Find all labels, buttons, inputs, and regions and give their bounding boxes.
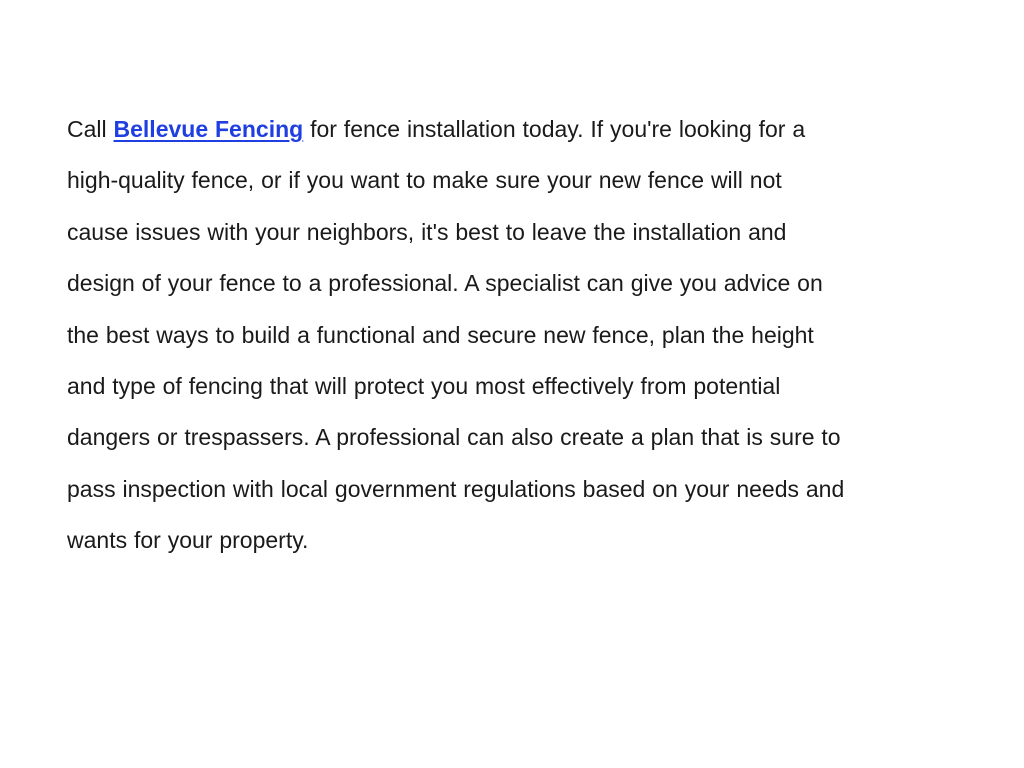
paragraph-line-6: and type of fencing that will protect you most effectively from potential	[67, 373, 781, 400]
paragraph-line-8: pass inspection with local government regulations based on your needs and	[67, 475, 845, 502]
paragraph-line-2: high-quality fence, or if you want to make sure your new fence will not	[67, 167, 782, 194]
bellevue-fencing-link[interactable]: Bellevue Fencing	[113, 116, 304, 142]
body-paragraph	[67, 104, 952, 567]
paragraph-line-5: the best ways to build a functional and secure new fence, plan the height	[67, 321, 814, 348]
paragraph-line-1	[67, 104, 952, 155]
lead-text: Call	[67, 116, 114, 142]
line-1-rest: for fence installation today. If you're looking for a	[303, 116, 806, 142]
paragraph-line-4: design of your fence to a professional. A specialist can give you advice on	[67, 270, 823, 297]
paragraph-line-3: cause issues with your neighbors, it's best to leave the installation and	[67, 218, 787, 245]
paragraph-line-9: wants for your property.	[67, 527, 309, 554]
paragraph-line-7: dangers or trespassers. A professional can also create a plan that is sure to	[67, 424, 841, 451]
